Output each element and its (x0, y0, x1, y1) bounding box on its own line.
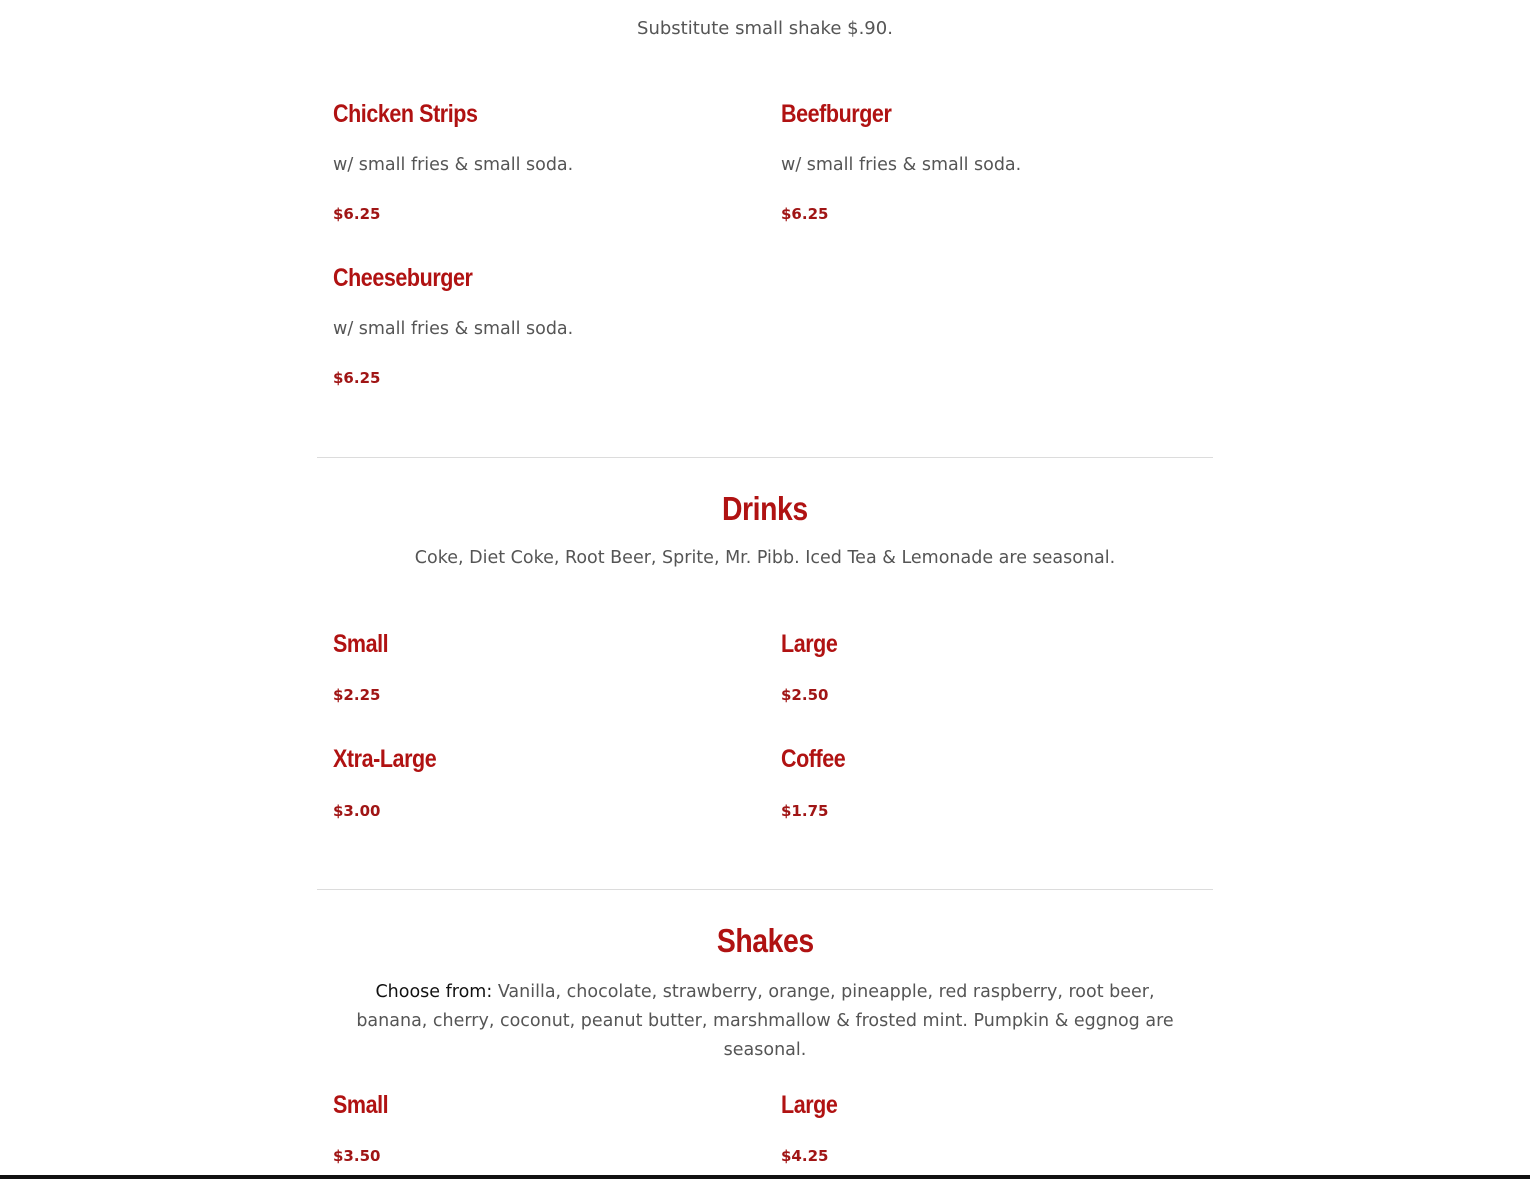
item-price-drink-small: $2.25 (333, 686, 381, 704)
drinks-title-text: Drinks (722, 490, 808, 527)
section-title-shakes (0, 922, 1530, 960)
item-price-cheeseburger: $6.25 (333, 369, 381, 387)
shake-flavors: Vanilla, chocolate, strawberry, orange, pineapple, red raspberry, root beer, banana, cherry, coconut, peanut butter, marshmallow & frosted mint. Pumpkin & eggnog are seasonal. (356, 982, 1174, 1060)
item-title-cheeseburger: Cheeseburger (333, 264, 473, 292)
item-price-beefburger: $6.25 (781, 205, 829, 223)
item-title-drink-xtra-large: Xtra-Large (333, 745, 437, 773)
item-price-coffee: $1.75 (781, 802, 829, 820)
item-price-shake-small: $3.50 (333, 1147, 381, 1165)
substitute-note: Substitute small shake $.90. (637, 18, 893, 39)
choose-from-label: Choose from: (375, 982, 493, 1002)
window-bottom-edge (0, 1175, 1530, 1179)
shakes-description (340, 978, 1190, 1065)
item-title-beefburger: Beefburger (781, 100, 892, 128)
item-desc-chicken-strips: w/ small fries & small soda. (333, 155, 574, 175)
section-divider (317, 889, 1213, 890)
item-title-drink-small: Small (333, 630, 389, 658)
item-title-drink-large: Large (781, 630, 838, 658)
section-title-drinks (0, 490, 1530, 528)
item-desc-beefburger: w/ small fries & small soda. (781, 155, 1022, 175)
item-title-coffee: Coffee (781, 745, 846, 773)
item-title-shake-small: Small (333, 1091, 389, 1119)
item-price-chicken-strips: $6.25 (333, 205, 381, 223)
item-title-chicken-strips: Chicken Strips (333, 100, 478, 128)
shakes-title-text: Shakes (716, 922, 814, 959)
section-divider (317, 457, 1213, 458)
drinks-description: Coke, Diet Coke, Root Beer, Sprite, Mr. Pibb. Iced Tea & Lemonade are seasonal. (414, 548, 1116, 568)
item-price-drink-large: $2.50 (781, 686, 829, 704)
item-price-shake-large: $4.25 (781, 1147, 829, 1165)
item-price-drink-xtra-large: $3.00 (333, 802, 381, 820)
item-title-shake-large: Large (781, 1091, 838, 1119)
item-desc-cheeseburger: w/ small fries & small soda. (333, 319, 574, 339)
